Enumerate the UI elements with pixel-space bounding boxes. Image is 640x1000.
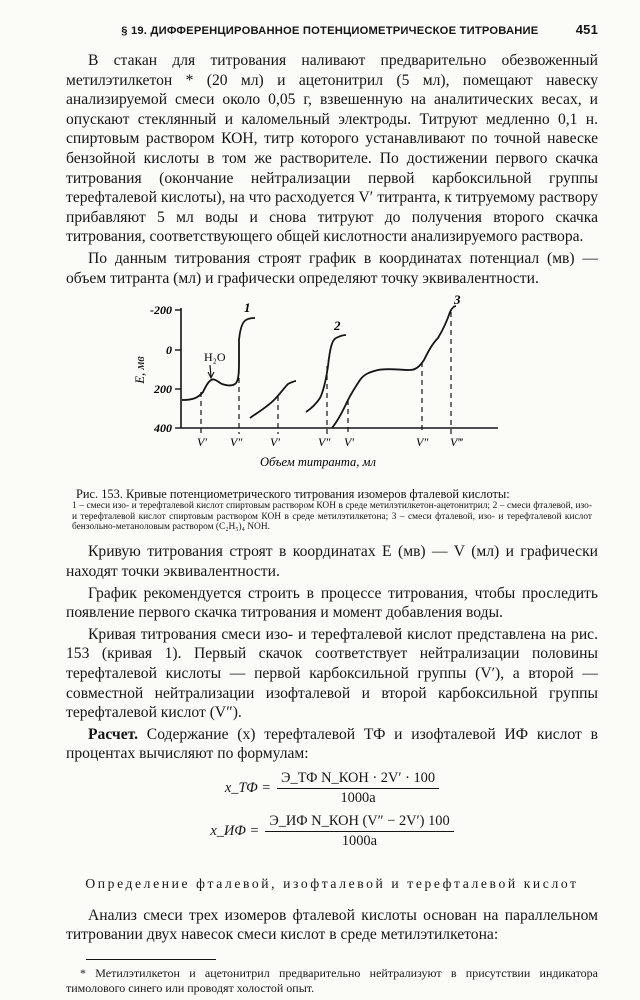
formula-if-denominator: 1000a (341, 832, 377, 849)
x-marker-label: V‴ (450, 435, 463, 450)
paragraph-curve-coordinates: Кривую титрования строят в координатах E (мв) — V (мл) и графически находят точки эквивалентности. (66, 543, 598, 580)
formula-tf-fraction (277, 770, 439, 807)
curve-label: 2 (334, 318, 341, 334)
paragraph-calculation (66, 725, 598, 764)
page-number: 451 (575, 22, 598, 37)
formula-tf-denominator: 1000a (340, 789, 376, 806)
running-header (66, 22, 598, 37)
curve-3 (332, 306, 456, 428)
y-tick-label: -200 (150, 303, 172, 318)
x-marker-label: V″ (416, 435, 429, 450)
footnote-divider (86, 959, 216, 960)
formula-tf-numerator: Э_ТФ N_КОН · 2V′ · 100 (277, 770, 439, 789)
formula-tf (66, 770, 598, 807)
formula-if-lhs: x_ИФ = (210, 822, 260, 839)
paragraph-procedure: В стакан для титрования наливают предварительно обезвоженный метилэтилкетон * (20 мл) и ацетонитрил (5 мл), помещают навеску анализируемой смеси около 0,05 г, взвешенную на аналитических весах, и опускают стеклянный и каломельный электроды. Титруют медленно 0,1 н. спиртовым раствором КОН, титр которого устанавливают по точной навеске бензойной кислоты в том же растворителе. По достижении первого скачка титрования (окончание нейтрализации первой карбоксильной группы терефталевой кислоты), на что расходуется V′ титранта, к титруемому раствору прибавляют 5 мл воды и снова титруют до получения второго скачка титрования, соответствующего общей кислотности анализируемого раствора. (66, 52, 598, 246)
y-tick-label: 400 (154, 421, 172, 436)
h2o-annotation: H₂O (204, 350, 226, 365)
formula-tf-lhs: x_ТФ = (224, 779, 272, 796)
running-header-title: § 19. ДИФФЕРЕНЦИРОВАННОЕ ПОТЕНЦИОМЕТРИЧЕСКОЕ ТИТРОВАНИЕ (121, 25, 539, 37)
section-title: Определение фталевой, изофталевой и терефталевой кислот (85, 875, 579, 891)
figure-caption (66, 488, 598, 532)
y-tick-label: 0 (166, 343, 172, 358)
formula-if (66, 813, 598, 850)
calculation-text: Содержание (x) терефталевой ТФ и изофталевой ИФ кислот в процентах вычисляют по формулам: (66, 725, 598, 763)
formula-if-fraction (265, 813, 453, 850)
figure-153 (66, 292, 598, 480)
paragraph-curve-description: Кривая титрования смеси изо- и терефталевой кислот представлена на рис. 153 (кривая 1). Первый скачок соответствует нейтрализации половины терефталевой кислоты — первой карбоксильной группы (V′), а второй — совместной нейтрализации изофталевой и второй карбоксильной группы терефталевой кислот (V″). (66, 625, 598, 722)
paragraph-recommendation: График рекомендуется строить в процессе титрования, чтобы проследить появление первого скачка титрования и момент добавления воды. (66, 584, 598, 622)
titration-chart (118, 292, 528, 480)
footnote: * Метилэтилкетон и ацетонитрил предварительно нейтрализуют в присутствии индикатора тимолового синего или проводят холостой опыт. (66, 966, 598, 995)
x-marker-label: V″ (230, 435, 243, 450)
x-marker-label: V′ (270, 435, 280, 450)
paragraph-graph: По данным титрования строят график в координатах потенциал (мв) — объем титранта (мл) и графически определяют точку эквивалентности. (66, 249, 598, 287)
paragraph-analysis: Анализ смеси трех изомеров фталевой кислоты основан на параллельном титровании двух навесок смеси кислот в среде метилэтилкетона: (66, 906, 598, 944)
caption-detail: 1 – смеси изо- и терефталевой кислот спиртовым раствором КОН в среде метилэтилкетон-ацетонитрил; 2 – смеси фталевой, изо- и терефталевой кислот спиртовым раствором КОН в среде метилэтилкетона; 3 – смеси фталевой, изо- и терефталевой кислот бензольно-метаноловым раствором (C₂H₅)₄ NOH. (72, 501, 592, 532)
x-marker-label: V″ (318, 435, 331, 450)
caption-lead: Рис. 153. Кривые потенциометрического титрования изомеров фталевой кислоты: (76, 487, 510, 502)
x-marker-label: V′ (344, 435, 354, 450)
curve-2 (250, 381, 296, 418)
y-tick-label: 200 (154, 382, 172, 397)
x-marker-label: V′ (197, 435, 207, 450)
x-axis-label: Объем титранта, мл (260, 455, 376, 470)
page (66, 22, 598, 995)
curve-label: 3 (454, 292, 461, 308)
formula-if-numerator: Э_ИФ N_КОН (V″ − 2V′) 100 (265, 813, 453, 832)
curve-2 (306, 335, 346, 412)
y-axis-label: E, мв (133, 356, 147, 384)
curve-label: 1 (244, 300, 251, 316)
calculation-heading: Расчет. (88, 725, 139, 743)
